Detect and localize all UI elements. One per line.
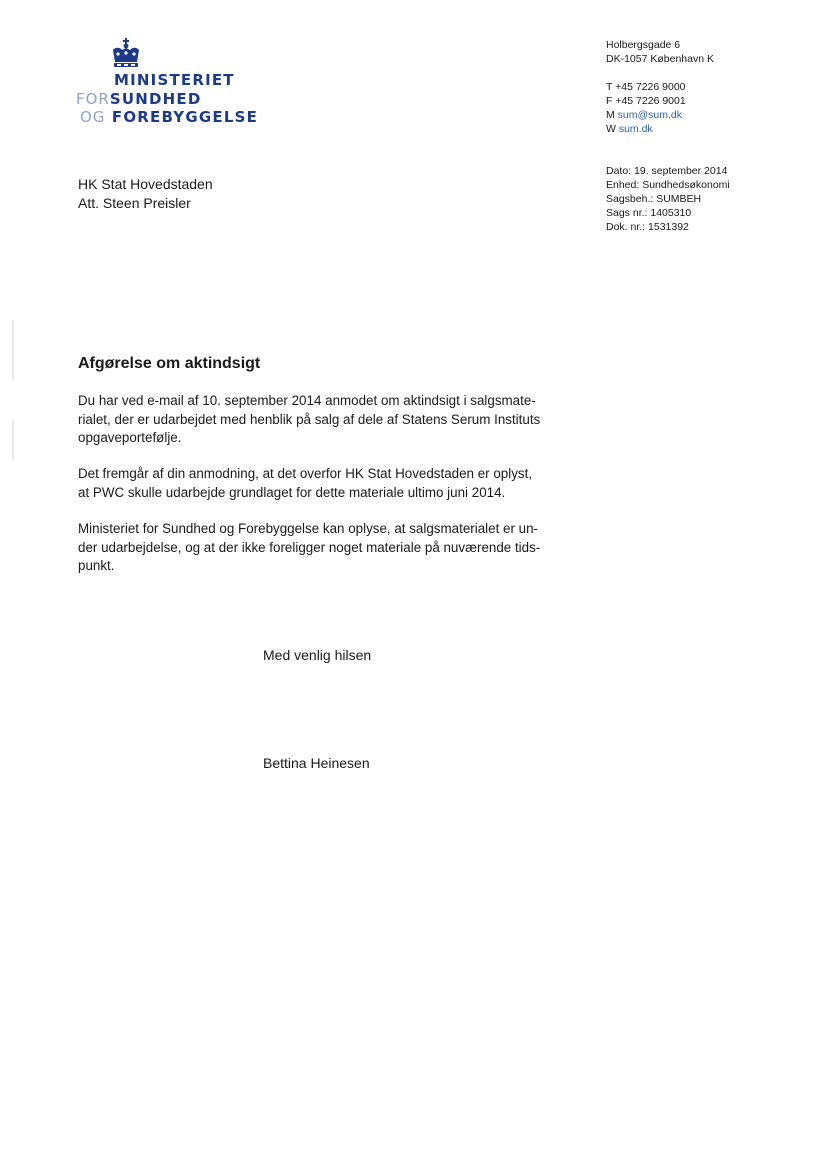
meta-unit: Enhed: Sundhedsøkonomi — [606, 179, 730, 191]
sender-mail-row: M sum@sum.dk — [606, 109, 683, 121]
sender-fax: F +45 7226 9001 — [606, 95, 686, 107]
meta-case-number: Sags nr.: 1405310 — [606, 207, 692, 219]
meta-handler: Sagsbeh.: SUMBEH — [606, 193, 702, 205]
logo-line-ministeriet: MINISTERIET — [114, 71, 235, 89]
scan-artifact — [12, 420, 14, 460]
body-paragraph-2 — [78, 465, 598, 502]
recipient-attention: Att. Steen Preisler — [78, 195, 191, 211]
signature-name: Bettina Heinesen — [263, 755, 370, 771]
paragraph-line: punkt. — [78, 558, 115, 573]
sender-web-row: W sum.dk — [606, 123, 653, 135]
ministry-logo — [76, 38, 276, 138]
crown-icon — [109, 38, 143, 70]
meta-document-number: Dok. nr.: 1531392 — [606, 221, 689, 233]
sender-address — [606, 38, 714, 136]
letter-heading: Afgørelse om aktindsigt — [78, 355, 261, 372]
paragraph-line: der udarbejdelse, og at der ikke foreligger noget materiale på nuværende tids- — [78, 539, 541, 555]
paragraph-line: opgaveportefølje. — [78, 430, 182, 445]
paragraph-line: at PWC skulle udarbejde grundlaget for dette materiale ultimo juni 2014. — [78, 484, 506, 500]
sender-mail-link[interactable]: sum@sum.dk — [617, 109, 683, 121]
case-metadata — [606, 164, 730, 234]
body-paragraph-3 — [78, 520, 598, 576]
recipient-organization: HK Stat Hovedstaden — [78, 176, 213, 192]
scan-artifact — [12, 320, 14, 380]
logo-line-for-sundhed: FORSUNDHED — [76, 90, 202, 108]
meta-date: Dato: 19. september 2014 — [606, 165, 728, 177]
sender-phone: T +45 7226 9000 — [606, 81, 686, 93]
paragraph-line: rialet, der er udarbejdet med henblik på salg af dele af Statens Serum Instituts — [78, 411, 541, 427]
sender-web-link[interactable]: sum.dk — [618, 123, 653, 135]
sender-city: DK-1057 København K — [606, 53, 714, 65]
recipient-address — [78, 175, 213, 213]
logo-line-og-forebyggelse: OG FOREBYGGELSE — [80, 108, 259, 126]
body-paragraph-1 — [78, 392, 598, 448]
paragraph-line: Du har ved e-mail af 10. september 2014 anmodet om aktindsigt i salgsmate- — [78, 393, 536, 408]
paragraph-line: Det fremgår af din anmodning, at det overfor HK Stat Hovedstaden er oplyst, — [78, 466, 533, 481]
sender-street: Holbergsgade 6 — [606, 39, 681, 51]
closing-greeting: Med venlig hilsen — [263, 647, 372, 663]
paragraph-line: Ministeriet for Sundhed og Forebyggelse kan oplyse, at salgsmaterialet er un- — [78, 521, 538, 536]
